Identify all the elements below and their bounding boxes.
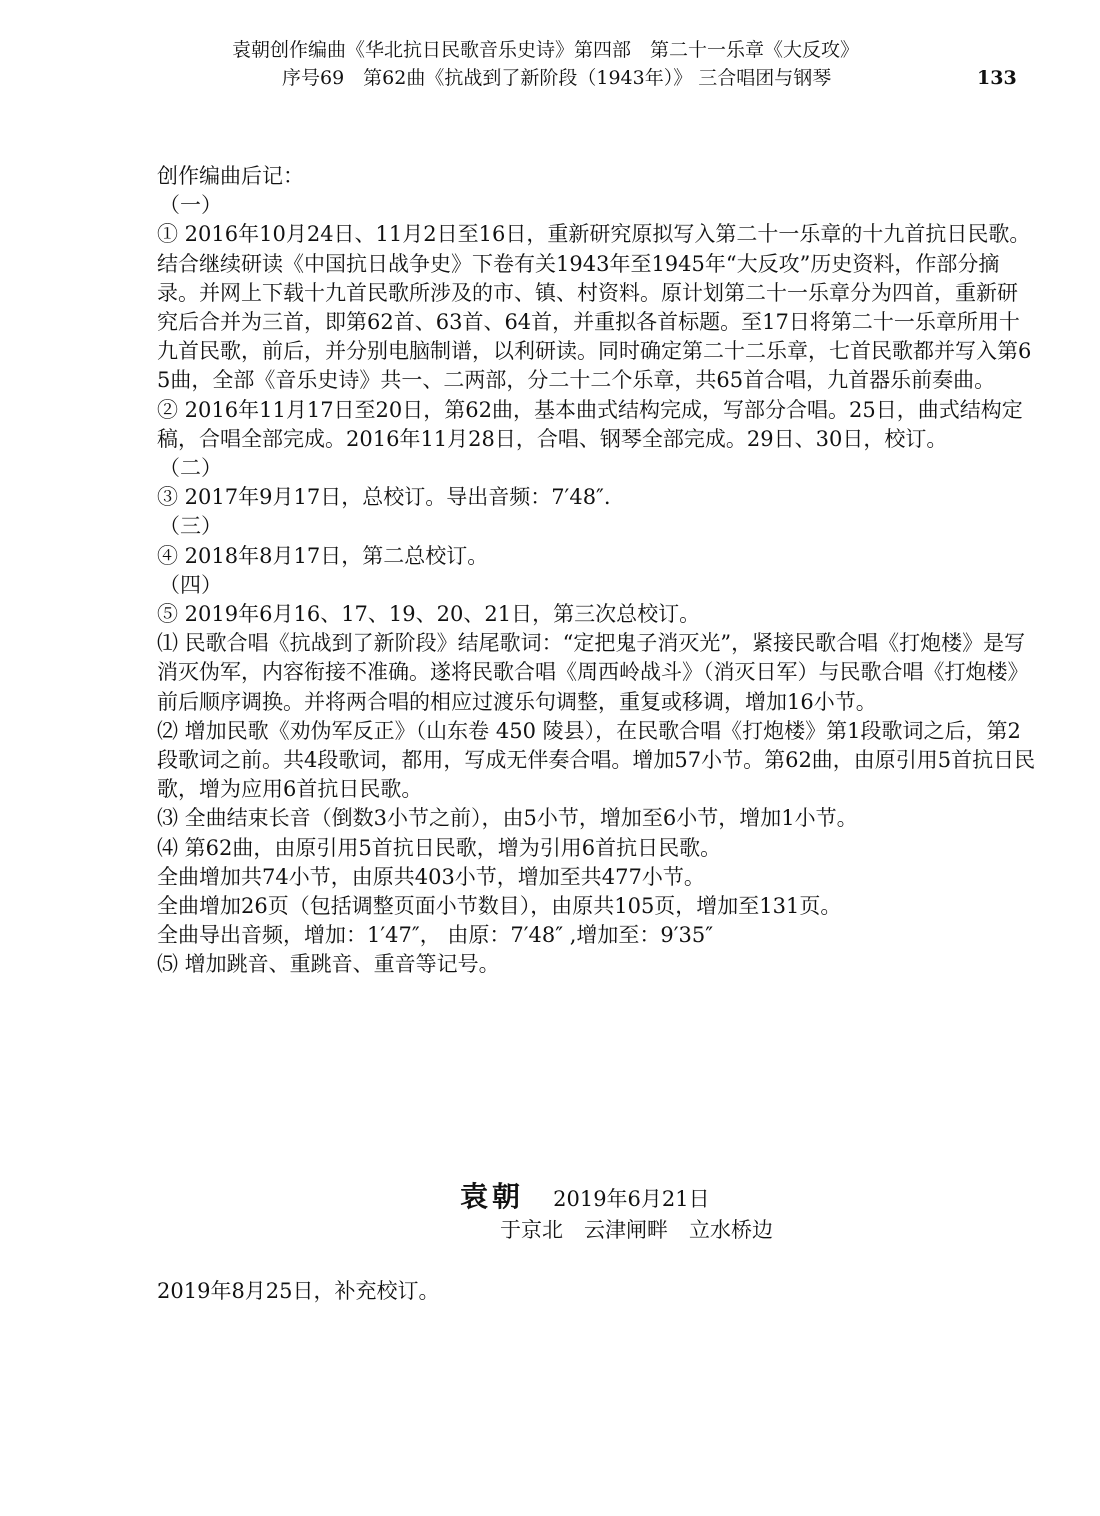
header-subtitle-text: 序号69 第62曲《抗战到了新阶段（1943年）》 三合唱团与钢琴 xyxy=(282,67,832,89)
paragraph-5: ⑤ 2019年6月16、17、19、20、21日，第三次总校订。 xyxy=(157,602,701,627)
postscript-title: 创作编曲后记： xyxy=(157,164,304,188)
page-number: 133 xyxy=(977,67,1017,89)
signature-date: 2019年6月21日 xyxy=(553,1187,710,1211)
signature xyxy=(460,1175,710,1215)
paragraph-11: 全曲增加26页（包括调整页面小节数目），由原共105页，增加至131页。 xyxy=(157,894,842,919)
paragraph-13: ⑸ 增加跳音、重跳音、重音等记号。 xyxy=(157,952,500,977)
paragraph-12: 全曲导出音频，增加：1′47″， 由原：7′48″ ,增加至：9′35″ xyxy=(157,923,714,948)
paragraph-7: ⑵ 增加民歌《劝伪军反正》（山东卷 450 陵县），在民歌合唱《打炮楼》第1段歌词之后，第2段歌词之前。共4段歌词，都用，写成无伴奏合唱。增加57小节。第62曲，由原引用5首抗日民歌，增为应用6首抗日民歌。 xyxy=(157,718,1036,802)
header-title-line: 袁朝创作编曲《华北抗日民歌音乐史诗》第四部 第二十一乐章《大反攻》 xyxy=(232,39,860,61)
section-heading-2: （二） xyxy=(159,456,222,481)
paragraph-10: 全曲增加共74小节，由原共403小节，增加至共477小节。 xyxy=(157,864,705,889)
header-subtitle-line xyxy=(0,64,1100,92)
signature-name: 袁朝 xyxy=(460,1180,525,1213)
signature-place: 于京北 云津闸畔 立水桥边 xyxy=(500,1218,773,1242)
section-heading-3: （三） xyxy=(159,514,222,539)
paragraph-9: ⑷ 第62曲，由原引用5首抗日民歌，增为引用6首抗日民歌。 xyxy=(157,835,722,860)
postscript-body xyxy=(157,162,1037,980)
supplement-note: 2019年8月25日，补充校订。 xyxy=(157,1279,440,1303)
paragraph-4: ④ 2018年8月17日，第二总校订。 xyxy=(157,543,489,568)
section-heading-4: （四） xyxy=(159,572,222,597)
paragraph-8: ⑶ 全曲结束长音（倒数3小节之前），由5小节，增加至6小节，增加1小节。 xyxy=(157,806,858,831)
paragraph-3: ③ 2017年9月17日，总校订。导出音频：7′48″. xyxy=(157,485,611,510)
paragraph-2: ② 2016年11月17日至20日，第62曲，基本曲式结构完成，写部分合唱。25日，曲式结构定稿，合唱全部完成。2016年11月28日，合唱、钢琴全部完成。29日、30日，校订。 xyxy=(157,397,1023,451)
page-header xyxy=(0,36,1100,92)
paragraph-1: ① 2016年10月24日、11月2日至16日，重新研究原拟写入第二十一乐章的十九首抗日民歌。结合继续研读《中国抗日战争史》下卷有关1943年至1945年“大反攻”历史资料，作部分摘录。并网上下载十九首民歌所涉及的市、镇、村资料。原计划第二十一乐章分为四首，重新研究后合并为三首，即第62首、63首、64首，并重拟各首标题。至17日将第二十一乐章所用十九首民歌，前后，并分别电脑制谱，以利研读。同时确定第二十二乐章，七首民歌都并写入第65曲，全部《音乐史诗》共一、二两部，分二十二个乐章，共65首合唱，九首器乐前奏曲。 xyxy=(157,222,1032,393)
section-heading-1: （一） xyxy=(159,193,222,218)
paragraph-6: ⑴ 民歌合唱《抗战到了新阶段》结尾歌词：“定把鬼子消灭光”，紧接民歌合唱《打炮楼》是写消灭伪军，内容衔接不准确。遂将民歌合唱《周西岭战斗》（消灭日军）与民歌合唱《打炮楼》前后顺序调换。并将两合唱的相应过渡乐句调整，重复或移调，增加16小节。 xyxy=(157,631,1029,714)
